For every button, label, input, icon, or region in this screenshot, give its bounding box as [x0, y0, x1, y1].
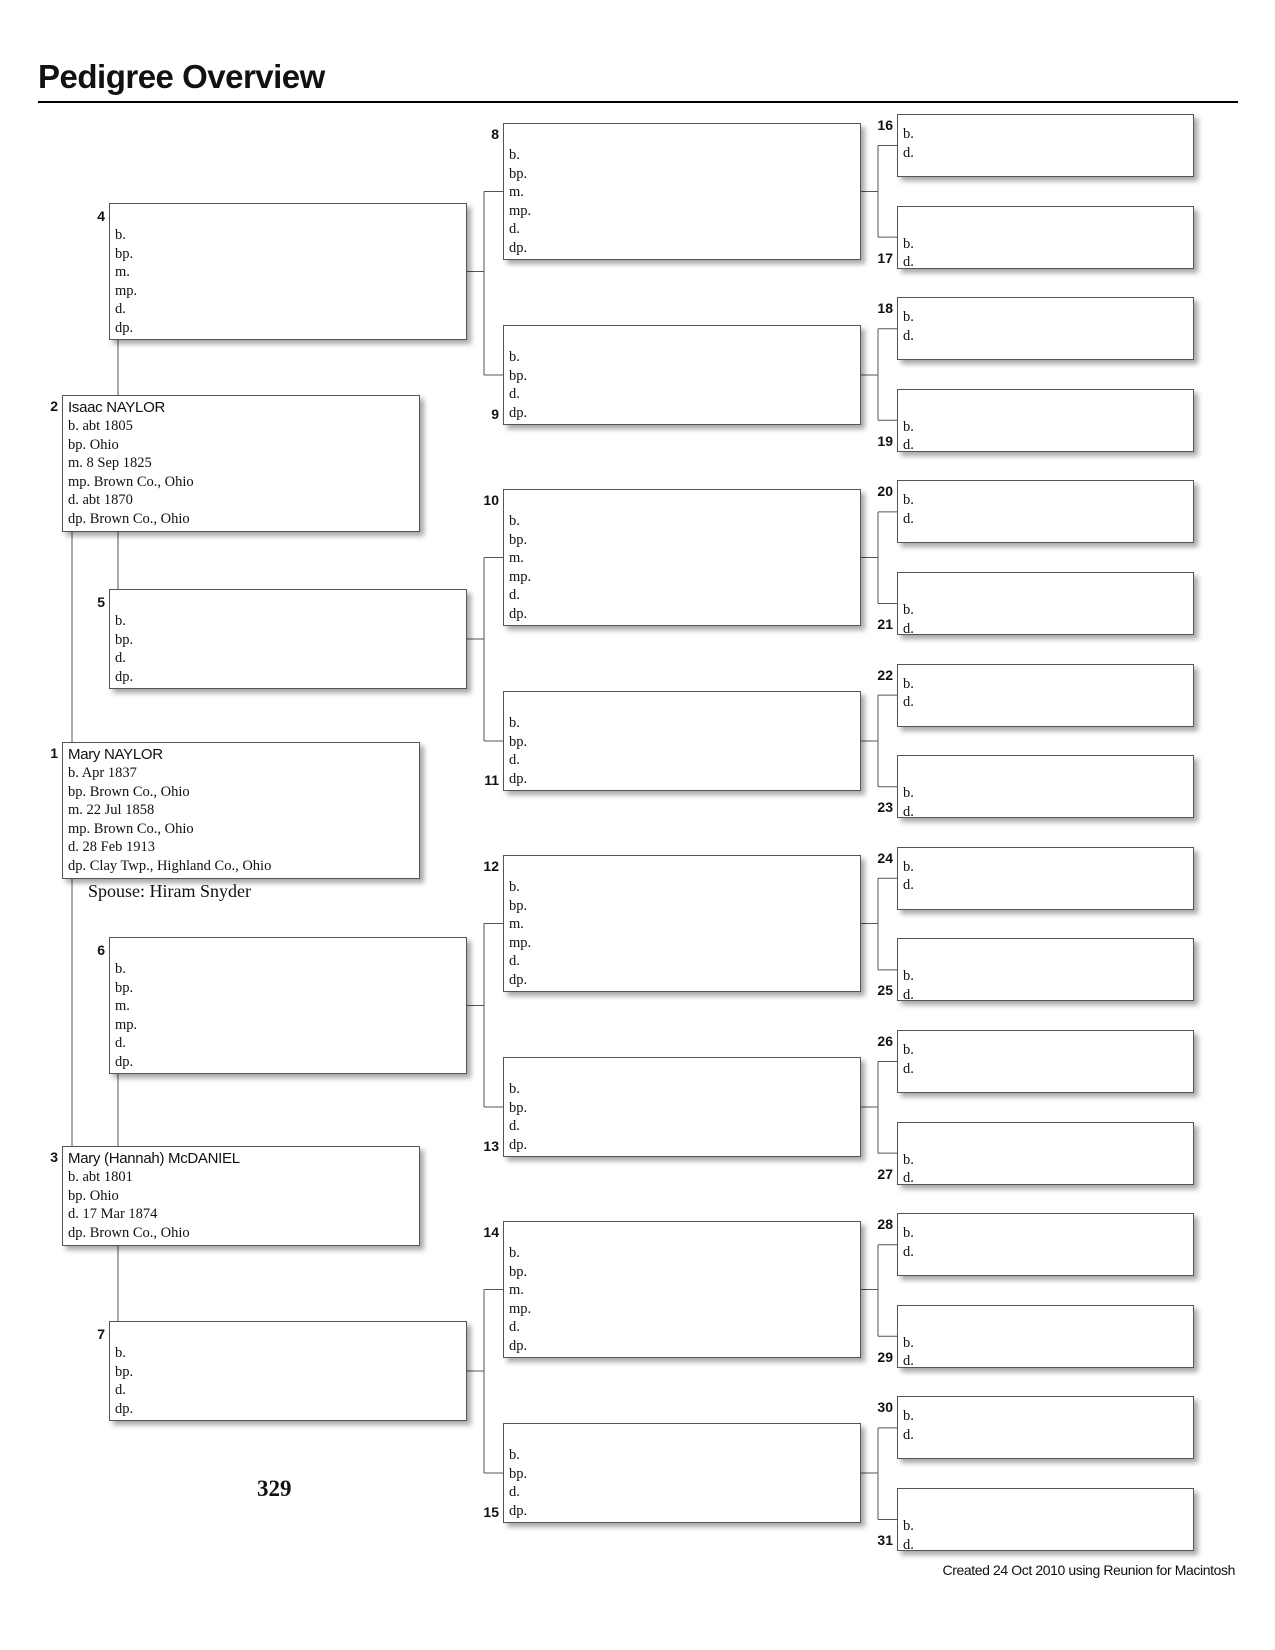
person-fact: dp. [509, 971, 528, 988]
person-number-24: 24 [877, 849, 893, 866]
person-fact: b. [509, 1447, 520, 1463]
person-fact: b. [903, 309, 914, 326]
person-fact: d. [903, 327, 914, 344]
person-fact: b. [115, 227, 126, 243]
person-fact: b. [903, 675, 914, 692]
person-fact: b. [903, 1408, 914, 1425]
person-number-30: 30 [877, 1399, 893, 1416]
person-box-16 [897, 114, 1194, 177]
person-fact: d. [903, 1536, 914, 1553]
person-box-29 [897, 1305, 1194, 1368]
person-fact: d. [115, 650, 126, 667]
person-fact: m. [509, 1282, 524, 1299]
page-number: 329 [257, 1476, 292, 1501]
person-fact: d. [115, 301, 126, 318]
person-fact: bp. [509, 897, 528, 914]
person-box-14 [503, 1221, 861, 1358]
person-number-31: 31 [877, 1532, 893, 1548]
person-fact: dp. [509, 770, 528, 787]
person-fact: d. [903, 1060, 914, 1077]
person-fact: dp. [115, 319, 134, 336]
person-fact: bp. [509, 367, 528, 384]
person-number-28: 28 [877, 1216, 893, 1233]
person-fact: dp. [509, 1136, 528, 1153]
person-fact: d. [903, 803, 914, 820]
person-fact: d. [115, 1035, 126, 1052]
person-fact: b. abt 1801 [68, 1169, 133, 1185]
person-number-19: 19 [877, 432, 893, 449]
person-fact: d. [903, 877, 914, 894]
person-fact: b. [903, 1042, 914, 1058]
person-box-23 [897, 755, 1194, 818]
person-fact: m. 8 Sep 1825 [68, 455, 152, 472]
person-fact: b. [903, 858, 914, 875]
person-fact: d. [903, 986, 914, 1003]
person-name: Mary (Hannah) McDANIEL [68, 1150, 240, 1167]
person-fact: m. [509, 916, 524, 933]
person-box-18 [897, 297, 1194, 360]
person-fact: d. [903, 694, 914, 711]
person-number-29: 29 [877, 1348, 893, 1365]
person-fact: bp. [509, 1099, 528, 1116]
person-fact: dp. Brown Co., Ohio [68, 510, 190, 527]
person-fact: d. [903, 1353, 914, 1370]
person-fact: d. [509, 221, 520, 238]
person-fact: b. [509, 715, 520, 731]
person-number-1: 1 [50, 745, 58, 761]
person-fact: d. [903, 1170, 914, 1187]
person-number-17: 17 [877, 249, 893, 266]
person-fact: b. [509, 1245, 520, 1261]
person-box-15 [503, 1423, 861, 1523]
person-fact: bp. [115, 245, 134, 262]
person-fact: b. [115, 613, 126, 629]
person-number-6: 6 [97, 942, 105, 958]
person-box-26 [897, 1030, 1194, 1093]
person-fact: dp. Clay Twp., Highland Co., Ohio [68, 857, 272, 874]
person-fact: b. [903, 1334, 914, 1351]
person-box-28 [897, 1213, 1194, 1276]
person-fact: b. [509, 513, 520, 529]
person-fact: bp. [509, 1263, 528, 1280]
person-box-1 [62, 742, 420, 879]
person-fact: d. [509, 386, 520, 403]
person-fact: d. [509, 1319, 520, 1336]
spouse-label: Spouse: Hiram Snyder [88, 881, 251, 901]
person-fact: b. abt 1805 [68, 418, 133, 434]
person-fact: dp. [509, 1502, 528, 1519]
person-fact: d. [115, 1382, 126, 1399]
person-fact: d. [509, 752, 520, 769]
person-box-8 [503, 123, 861, 260]
person-box-4 [109, 203, 467, 340]
person-box-3 [62, 1146, 420, 1246]
person-fact: m. [115, 998, 130, 1015]
person-number-7: 7 [97, 1326, 105, 1342]
person-box-11 [503, 691, 861, 791]
person-box-6 [109, 937, 467, 1074]
person-box-27 [897, 1122, 1194, 1185]
person-fact: dp. [115, 1400, 134, 1417]
person-box-30 [897, 1396, 1194, 1459]
person-fact: mp. [509, 934, 532, 951]
person-fact: d. [903, 144, 914, 161]
person-fact: d. [903, 620, 914, 637]
person-fact: mp. Brown Co., Ohio [68, 820, 194, 837]
person-number-23: 23 [877, 799, 893, 816]
person-number-8: 8 [491, 126, 499, 142]
person-number-20: 20 [877, 483, 893, 500]
person-box-12 [503, 855, 861, 992]
person-fact: b. [903, 1225, 914, 1242]
person-fact: b. [903, 968, 914, 985]
person-number-16: 16 [877, 117, 893, 133]
person-number-12: 12 [483, 858, 499, 874]
person-fact: dp. [115, 668, 134, 685]
person-fact: dp. [509, 1337, 528, 1354]
person-number-11: 11 [484, 772, 499, 788]
person-fact: b. [903, 785, 914, 802]
person-box-31 [897, 1488, 1194, 1551]
person-fact: b. [903, 492, 914, 509]
person-fact: d. [509, 587, 520, 604]
person-number-2: 2 [50, 398, 58, 414]
footer-credit: Created 24 Oct 2010 using Reunion for Macintosh [942, 1562, 1235, 1578]
person-number-26: 26 [877, 1033, 893, 1049]
person-fact: bp. Ohio [68, 436, 119, 453]
person-box-17 [897, 206, 1194, 269]
person-fact: b. [509, 1081, 520, 1097]
person-box-13 [503, 1057, 861, 1157]
person-box-9 [503, 325, 861, 425]
person-box-22 [897, 664, 1194, 727]
person-fact: b. [509, 879, 520, 895]
person-fact: mp. [115, 1016, 138, 1033]
person-box-5 [109, 589, 467, 689]
person-fact: d. [903, 1243, 914, 1260]
person-fact: bp. [115, 1363, 134, 1380]
person-number-3: 3 [50, 1149, 58, 1165]
person-fact: mp. [509, 1300, 532, 1317]
person-number-15: 15 [483, 1504, 499, 1520]
person-number-10: 10 [483, 492, 499, 508]
person-fact: bp. [509, 1465, 528, 1482]
person-fact: d. [509, 1118, 520, 1135]
person-fact: b. Apr 1837 [68, 765, 137, 781]
person-number-25: 25 [877, 982, 893, 999]
person-fact: bp. [509, 531, 528, 548]
person-fact: b. [509, 349, 520, 365]
person-fact: d. 17 Mar 1874 [68, 1206, 158, 1223]
person-fact: bp. Brown Co., Ohio [68, 783, 190, 800]
person-box-25 [897, 938, 1194, 1001]
person-fact: d. [509, 1484, 520, 1501]
person-box-19 [897, 389, 1194, 452]
person-fact: bp. [509, 165, 528, 182]
person-fact: b. [903, 235, 914, 252]
person-fact: d. [903, 510, 914, 527]
person-fact: d. [903, 1426, 914, 1443]
person-fact: bp. [115, 631, 134, 648]
person-fact: b. [903, 1518, 914, 1534]
person-name: Mary NAYLOR [68, 746, 163, 763]
person-fact: m. 22 Jul 1858 [68, 802, 155, 819]
person-fact: b. [903, 602, 914, 618]
person-number-22: 22 [877, 666, 893, 683]
person-number-21: 21 [877, 616, 893, 632]
person-fact: d. 28 Feb 1913 [68, 839, 155, 856]
person-fact: dp. [509, 404, 528, 421]
person-fact: m. [509, 184, 524, 201]
person-number-27: 27 [877, 1165, 893, 1182]
person-number-9: 9 [491, 406, 499, 422]
person-fact: b. [903, 1151, 914, 1168]
person-fact: b. [903, 418, 914, 435]
person-fact: m. [115, 264, 130, 281]
person-fact: m. [509, 550, 524, 567]
person-fact: d. [509, 953, 520, 970]
person-number-4: 4 [97, 208, 105, 224]
person-fact: bp. [115, 979, 134, 996]
person-number-18: 18 [877, 300, 893, 317]
person-box-10 [503, 489, 861, 626]
person-fact: bp. Ohio [68, 1187, 119, 1204]
person-fact: b. [903, 126, 914, 142]
person-fact: dp. [115, 1053, 134, 1070]
person-fact: mp. [509, 568, 532, 585]
person-fact: b. [509, 147, 520, 163]
person-number-5: 5 [97, 594, 105, 610]
person-fact: mp. [509, 202, 532, 219]
person-fact: d. [903, 437, 914, 454]
person-number-14: 14 [483, 1224, 499, 1240]
person-number-13: 13 [483, 1138, 499, 1154]
person-box-7 [109, 1321, 467, 1421]
page-title: Pedigree Overview [38, 58, 325, 95]
person-fact: dp. Brown Co., Ohio [68, 1224, 190, 1241]
person-fact: dp. [509, 239, 528, 256]
person-box-21 [897, 572, 1194, 635]
person-fact: b. [115, 961, 126, 977]
person-fact: dp. [509, 605, 528, 622]
person-name: Isaac NAYLOR [68, 399, 165, 416]
person-fact: mp. [115, 282, 138, 299]
person-fact: d. [903, 254, 914, 271]
person-box-24 [897, 847, 1194, 910]
person-fact: mp. Brown Co., Ohio [68, 473, 194, 490]
person-box-20 [897, 480, 1194, 543]
person-fact: bp. [509, 733, 528, 750]
person-fact: d. abt 1870 [68, 492, 133, 509]
person-box-2 [62, 395, 420, 532]
person-fact: b. [115, 1345, 126, 1361]
